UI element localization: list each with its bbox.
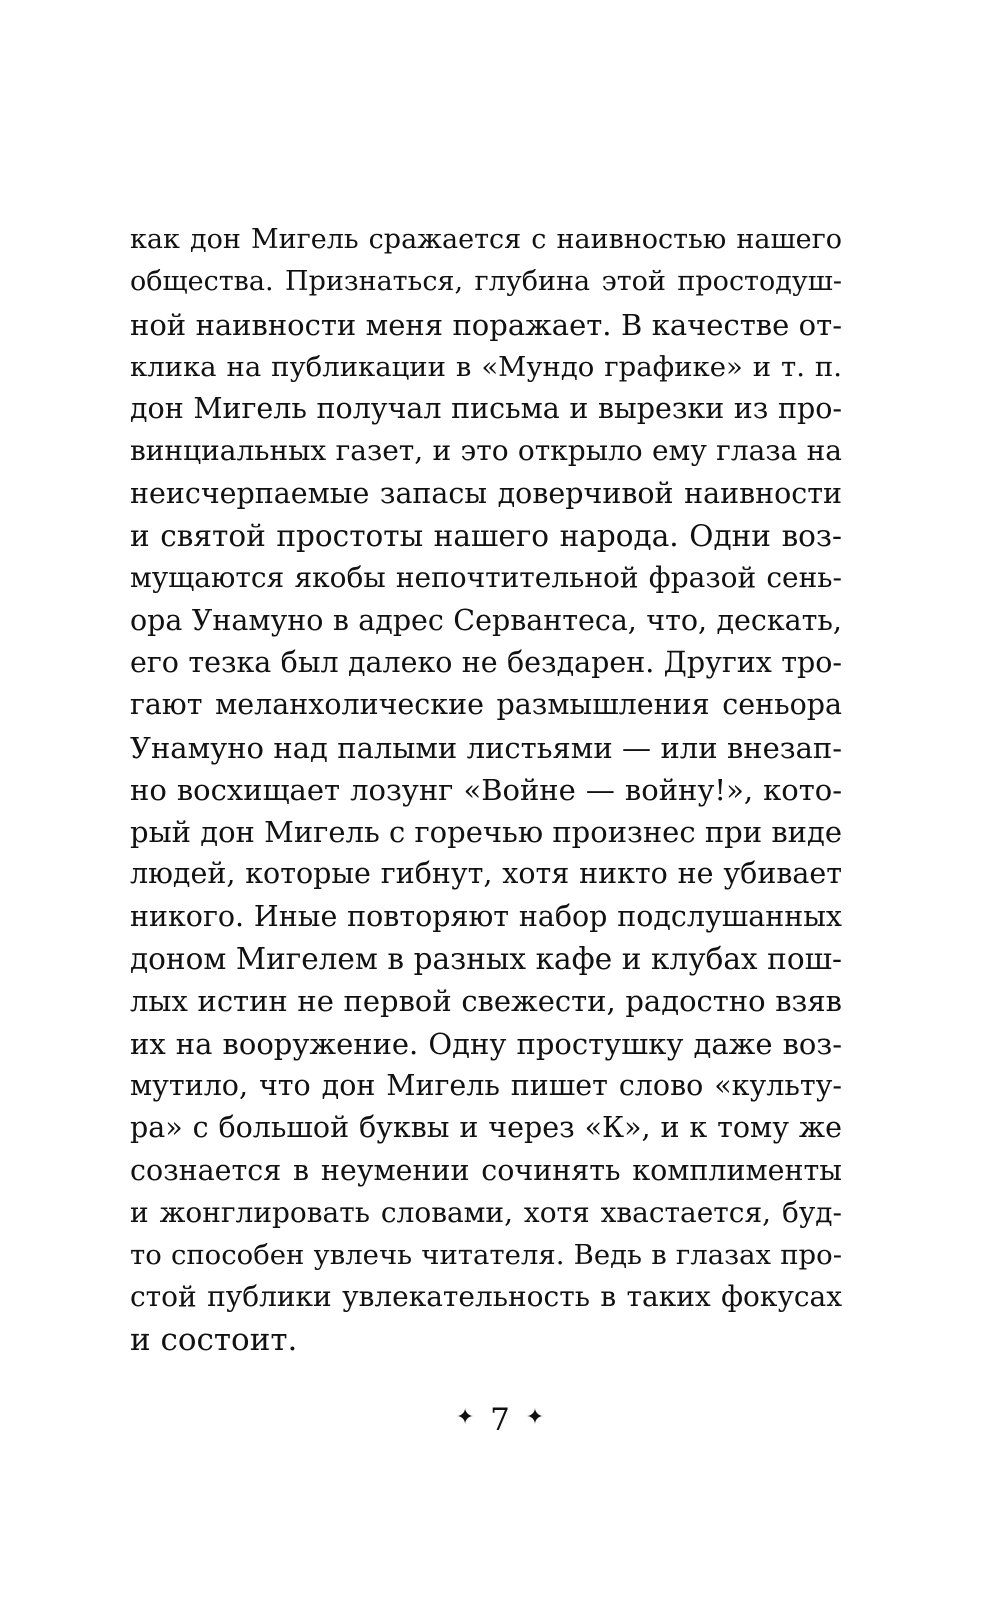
- text-line-4: клика на публикации в «Мундо графике» и т. п.: [130, 350, 842, 383]
- text-line-23: сознается в неумении сочинять комплименты: [130, 1153, 842, 1187]
- page-folio: [0, 1400, 1000, 1438]
- text-line-17: никого. Иные повторяют набор подслушанных: [130, 899, 842, 933]
- text-line-15: рый дон Мигель с горечью произнес при виде: [130, 815, 842, 850]
- text-line-9: мущаются якобы непочтительной фразой сень-: [130, 561, 842, 595]
- text-line-25: то способен увлечь читателя. Ведь в глазах про-: [130, 1239, 842, 1272]
- body-text: [130, 219, 842, 1361]
- text-line-22: ра» с большой буквы и через «К», и к тому же: [130, 1111, 842, 1145]
- text-line-18: доном Мигелем в разных кафе и клубах пош-: [130, 942, 842, 977]
- text-line-11: его тезка был далеко не бездарен. Других тро-: [130, 645, 842, 679]
- text-line-24: и жонглировать словами, хотя хвастается, буд-: [130, 1195, 842, 1229]
- text-line-20: их на вооружение. Одну простушку даже воз-: [130, 1026, 842, 1061]
- page-number: 7: [490, 1401, 510, 1438]
- ornament-left-icon: ✦: [455, 1405, 475, 1430]
- ornament-right-icon: ✦: [525, 1405, 545, 1430]
- text-line-10: ора Унамуно в адрес Сервантеса, что, дескать,: [130, 603, 842, 637]
- text-line-1: как дон Мигель сражается с наивностью нашего: [130, 224, 842, 255]
- text-line-13: Унамуно над палыми листьями — или внезап-: [130, 730, 842, 765]
- text-line-5: дон Мигель получал письма и вырезки из про-: [130, 392, 842, 426]
- text-line-26: стой публики увлекательность в таких фокусах: [130, 1280, 842, 1314]
- text-line-6: винциальных газет, и это открыло ему глаза на: [130, 434, 842, 468]
- text-line-12: гают меланхолические размышления сеньора: [130, 688, 842, 722]
- text-line-16: людей, которые гибнут, хотя никто не убивает: [130, 857, 842, 891]
- text-line-3: ной наивности меня поражает. В качестве от-: [130, 307, 842, 342]
- text-line-21: мутило, что дон Мигель пишет слово «культу-: [130, 1068, 842, 1102]
- text-line-2: общества. Признаться, глубина этой простодуш-: [130, 266, 842, 298]
- text-line-19: лых истин не первой свежести, радостно взяв: [130, 984, 842, 1019]
- text-line-8: и святой простоты нашего народа. Одни воз-: [130, 519, 842, 554]
- text-line-27: и состоит.: [130, 1321, 298, 1358]
- text-line-7: неисчерпаемые запасы доверчивой наивности: [130, 476, 842, 510]
- text-line-14: но восхищает лозунг «Войне — войну!», кото-: [130, 772, 842, 807]
